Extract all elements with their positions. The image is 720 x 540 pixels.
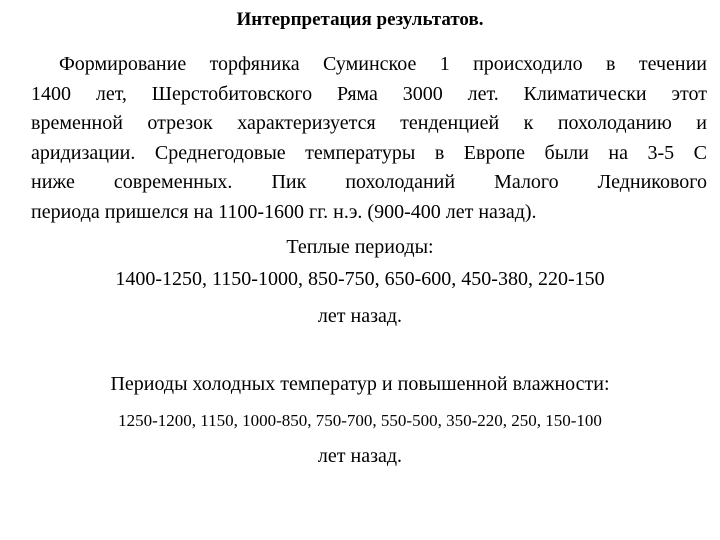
cold-periods-heading: Периоды холодных температур и повышенной влажности:	[110, 373, 610, 395]
warm-periods-heading: Теплые периоды:	[286, 236, 434, 258]
intro-paragraph	[31, 50, 707, 227]
cold-periods-tail: лет назад.	[317, 445, 403, 467]
paragraph-line: временной отрезок характеризуется тенденцией к похолоданию и	[31, 112, 707, 134]
paragraph-line: аридизации. Среднегодовые температуры в Европе были на 3-5 С	[31, 141, 707, 164]
paragraph-line: Формирование торфяника Суминское 1 происходило в течении	[59, 53, 707, 75]
paragraph-line: ниже современных. Пик похолоданий Малого Ледникового	[31, 171, 707, 193]
cold-periods-list: 1250-1200, 1150, 1000-850, 750-700, 550-500, 350-220, 250, 150-100	[118, 411, 602, 430]
paragraph-line: 1400 лет, Шерстобитовского Ряма 3000 лет. Климатически этот	[31, 82, 707, 105]
warm-periods-list: 1400-1250, 1150-1000, 850-750, 650-600, 450-380, 220-150	[115, 268, 605, 290]
paragraph-line: периода пришелся на 1100-1600 гг. н.э. (900-400 лет назад).	[31, 200, 537, 223]
warm-periods-tail: лет назад.	[317, 305, 403, 327]
page-title: Интерпретация результатов.	[236, 9, 484, 30]
